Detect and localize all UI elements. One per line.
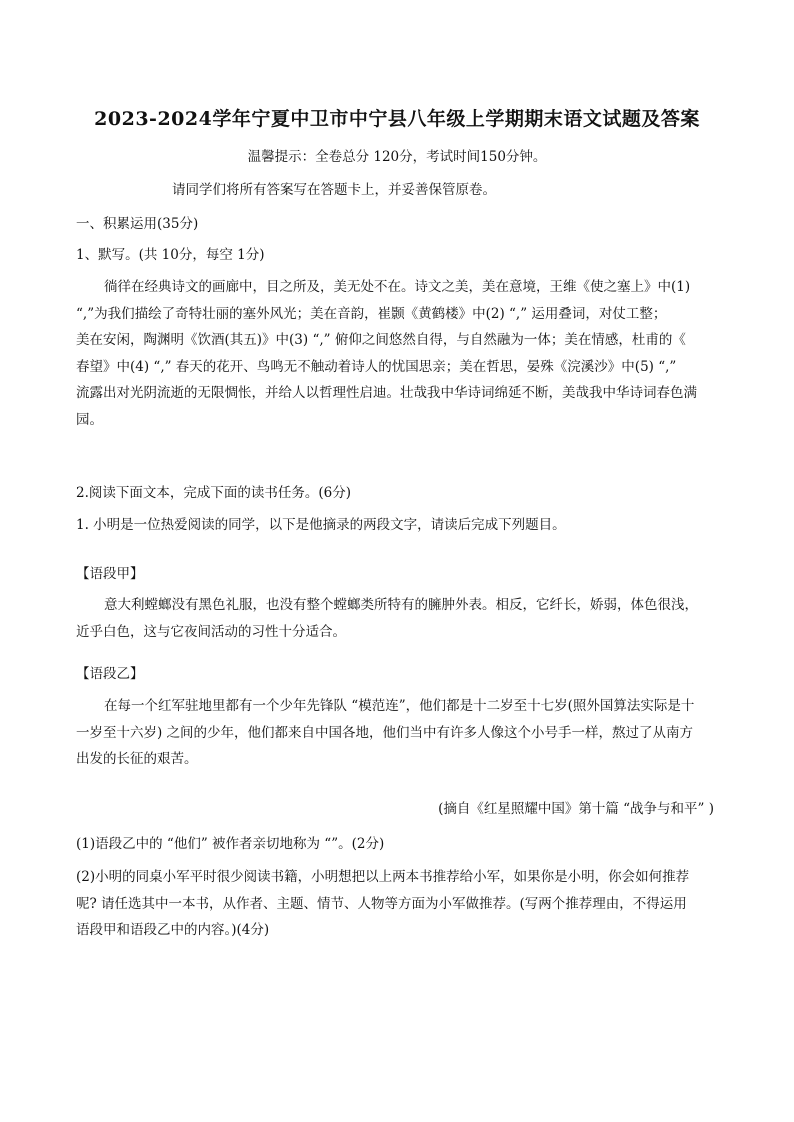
question-1-heading: 1、默写。(共 10分，每空 1分)	[76, 247, 265, 263]
passage-b-line: 一岁至十六岁) 之间的少年，他们都来自中国各地，他们当中有许多人像这个小号手一样，熬过了从南方	[76, 724, 694, 741]
question-1-body	[76, 274, 726, 434]
passage-b-label: 【语段乙】	[76, 666, 144, 682]
passage-b-line: 出发的长征的艰苦。	[76, 751, 198, 768]
document-title: 2023-2024学年宁夏中卫市中宁县八年级上学期期末语文试题及答案	[94, 108, 700, 130]
section-heading: 一、积累运用(35分)	[76, 216, 199, 232]
q1-line: 美在安闲，陶渊明《饮酒(其五)》中(3) “,” 俯仰之间悠然自得，与自然融为一体；美在情感，杜甫的《	[76, 332, 686, 349]
q1-line: 园。	[76, 411, 103, 428]
passage-b-source: (摘自《红星照耀中国》第十篇 “战争与和平” )	[438, 801, 714, 817]
exam-tip: 温馨提示：全卷总分 120分，考试时间150分钟。	[247, 149, 547, 165]
sub-question-2-line: (2)小明的同桌小军平时很少阅读书籍，小明想把以上两本书推荐给小军，如果你是小明，你会如何推荐	[76, 869, 690, 885]
q1-line: 徜徉在经典诗文的画廊中，目之所及，美无处不在。诗文之美，美在意境，王维《使之塞上》中(1)	[104, 279, 691, 295]
sub-question-2-line: 语段甲和语段乙中的内容。)(4分)	[76, 922, 270, 939]
passage-b-body	[76, 693, 726, 773]
sub-question-1: (1)语段乙中的 “他们” 被作者亲切地称为 “”。(2分)	[76, 836, 385, 852]
passage-a-line: 意大利螳螂没有黑色礼服，也没有整个螳螂类所特有的臃肿外表。相反，它纤长，娇弱，体色很浅，	[104, 597, 698, 613]
sub-question-2	[76, 864, 726, 944]
q1-line: “,”为我们描绘了奇特壮丽的塞外风光；美在音韵，崔颢《黄鹤楼》中(2) “,” 运用叠词，对仗工整；	[76, 305, 667, 322]
exam-notice: 请同学们将所有答案写在答题卡上，并妥善保管原卷。	[172, 182, 496, 198]
passage-a-line: 近乎白色，这与它夜间活动的习性十分适合。	[76, 623, 346, 640]
q1-line: 流露出对光阴流逝的无限惆怅，并给人以哲理性启迪。壮哉我中华诗词绵延不断，美哉我中华诗词春色满	[76, 385, 697, 402]
passage-b-line: 在每一个红军驻地里都有一个少年先锋队 “模范连”，他们都是十二岁至十七岁(照外国算法实际是十	[104, 698, 695, 714]
question-2-intro: 1. 小明是一位热爱阅读的同学，以下是他摘录的两段文字，请读后完成下列题目。	[76, 517, 566, 533]
question-2-heading: 2.阅读下面文本，完成下面的读书任务。(6分)	[76, 485, 352, 501]
sub-question-2-line: 呢? 请任选其中一本书，从作者、主题、情节、人物等方面为小军做推荐。(写两个推荐理由，不得运用	[76, 895, 687, 912]
passage-a-body	[76, 592, 726, 645]
passage-a-label: 【语段甲】	[76, 566, 144, 582]
q1-line: 春望》中(4) “,” 春天的花开、鸟鸣无不触动着诗人的忧国思亲；美在哲思，晏殊《浣溪沙》中(5) “,”	[76, 358, 677, 375]
